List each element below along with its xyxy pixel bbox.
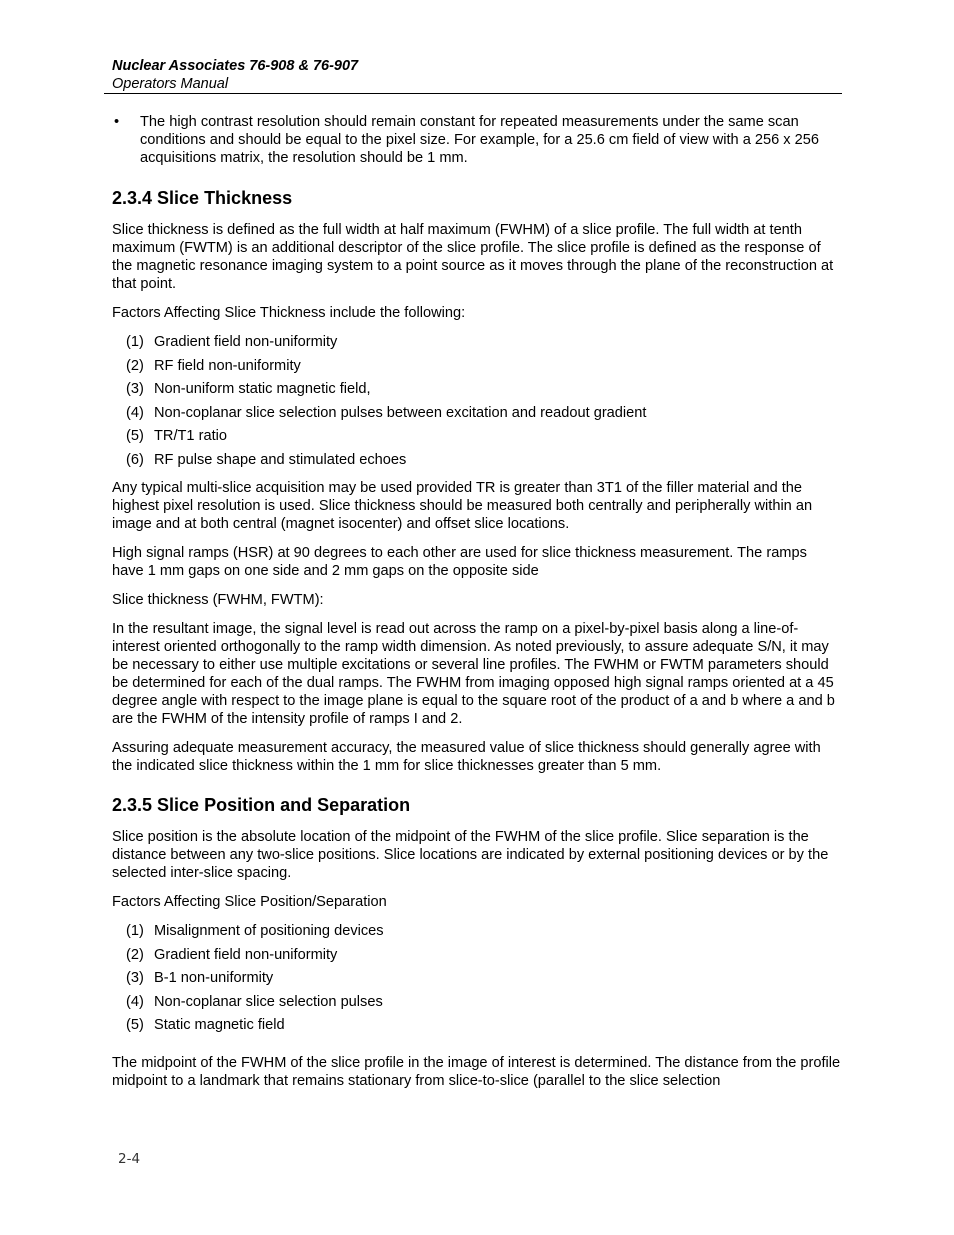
paragraph: Assuring adequate measurement accuracy, the measured value of slice thickness should generally agree with the indicated slice thickness within the 1 mm for slice thicknesses greater than 5 mm.: [112, 739, 821, 774]
list-item-number: (4): [126, 993, 144, 1010]
list-item-text: Non-uniform static magnetic field,: [154, 381, 371, 398]
list-item: [112, 1016, 842, 1034]
paragraph: Factors Affecting Slice Thickness include the following:: [112, 305, 466, 321]
intro-bullet-item: [112, 113, 842, 167]
paragraph: Factors Affecting Slice Position/Separation: [112, 893, 387, 910]
list-item: [112, 922, 842, 940]
list-item-text: Misalignment of positioning devices: [154, 922, 384, 939]
list-item-number: (1): [126, 922, 144, 939]
paragraph: Slice thickness is defined as the full width at half maximum (FWHM) of a slice profile. The full width at tenth maximum (FWTM) is an additional descriptor of the slice profile. The slice profile is defined as the response of the magnetic resonance imaging system to a point source as it moves through the plane of the reconstruction at that point.: [112, 222, 834, 292]
slice-thickness-factors-list: [112, 333, 842, 469]
list-item-number: (4): [126, 404, 144, 421]
list-item-number: (6): [126, 451, 144, 468]
header-title: Nuclear Associates 76-908 & 76-907: [112, 58, 359, 74]
section-heading-slice-position: 2.3.5 Slice Position and Separation: [112, 794, 411, 815]
list-item: [112, 969, 842, 987]
paragraph: Any typical multi-slice acquisition may be used provided TR is greater than 3T1 of the filler material and the highest pixel resolution is used. Slice thickness should be measured both centrally and peripherally within an image and at both central (magnet isocenter) and offset slice locations.: [112, 479, 813, 532]
paragraph: High signal ramps (HSR) at 90 degrees to each other are used for slice thickness measurement. The ramps have 1 mm gaps on one side and 2 mm gaps on the opposite side: [112, 544, 807, 579]
header-subtitle: Operators Manual: [112, 76, 229, 92]
body-content: [112, 113, 842, 1101]
list-item-text: B-1 non-uniformity: [154, 970, 274, 987]
intro-bullet-text: The high contrast resolution should remain constant for repeated measurements under the same scan conditions and should be equal to the pixel size. For example, for a 25.6 cm field of view with a 256 x 256 acquisitions matrix, the resolution should be 1 mm.: [140, 114, 820, 166]
paragraph: In the resultant image, the signal level is read out across the ramp on a pixel-by-pixel basis along a line-of-interest oriented orthogonally to the ramp width dimension. As noted previously, to assure adequate S/N, it may be necessary to either use multiple excitations or several line profiles. The FWHM or FWTM parameters should be determined for each of the dual ramps. The FWHM from imaging opposed high signal ramps oriented at a 45 degree angle with respect to the image plane is equal to the square root of the product of a and b where a and b are the FWHM of the intensity profile of ramps I and 2.: [112, 620, 835, 727]
list-item-number: (2): [126, 946, 144, 963]
list-item-text: Gradient field non-uniformity: [154, 334, 338, 350]
list-item: [112, 357, 842, 375]
list-item: [112, 451, 842, 469]
list-item-text: RF field non-uniformity: [154, 357, 301, 374]
list-item-number: (2): [126, 357, 144, 374]
paragraph: Slice position is the absolute location of the midpoint of the FWHM of the slice profile. Slice separation is the distance between any two-slice positions. Slice locations are indicated by external positioning devices or by the selected inter-slice spacing.: [112, 828, 829, 881]
list-item-text: Static magnetic field: [154, 1017, 285, 1034]
list-item: [112, 427, 842, 445]
list-item: [112, 333, 842, 351]
paragraph: Slice thickness (FWHM, FWTM):: [112, 591, 324, 608]
list-item: [112, 404, 842, 422]
list-item-text: TR/T1 ratio: [154, 428, 227, 445]
list-item-number: (5): [126, 1017, 144, 1034]
bullet-icon: •: [114, 114, 120, 130]
list-item-number: (5): [126, 428, 144, 445]
list-item-number: (1): [126, 334, 144, 350]
list-item: [112, 380, 842, 398]
list-item: [112, 993, 842, 1011]
list-item-number: (3): [126, 381, 144, 398]
header-rule: [104, 93, 842, 94]
list-item-text: Non-coplanar slice selection pulses: [154, 993, 383, 1010]
list-item: [112, 946, 842, 964]
slice-position-factors-list: [112, 922, 842, 1034]
paragraph: The midpoint of the FWHM of the slice profile in the image of interest is determined. The distance from the profile midpoint to a landmark that remains stationary from slice-to-slice (parallel to the slice selection: [112, 1055, 841, 1090]
list-item-number: (3): [126, 970, 144, 987]
running-header: [112, 57, 842, 93]
section-heading-slice-thickness: 2.3.4 Slice Thickness: [112, 188, 293, 208]
list-item-text: Non-coplanar slice selection pulses between excitation and readout gradient: [154, 404, 647, 421]
list-item-text: Gradient field non-uniformity: [154, 946, 338, 963]
list-item-text: RF pulse shape and stimulated echoes: [154, 451, 407, 468]
spacer: [112, 1044, 842, 1054]
page-number: 2-4: [118, 1151, 141, 1167]
